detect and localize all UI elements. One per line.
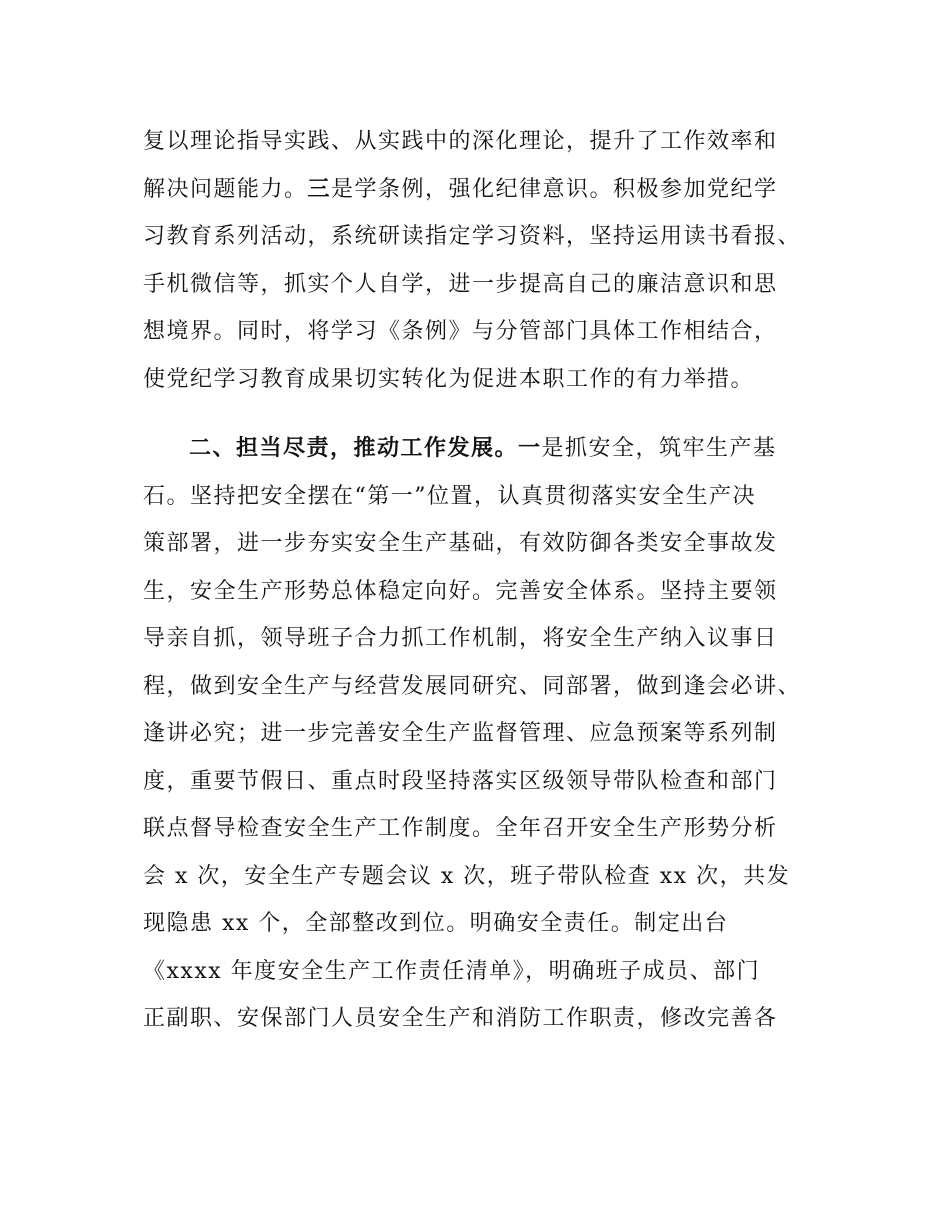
text-line: 度，重要节假日、重点时段坚持落实区级领导带队检查和部门	[143, 768, 778, 794]
document-page	[143, 118, 823, 1043]
text-line	[143, 166, 823, 214]
text-line	[143, 425, 823, 473]
text-span: 是学条例，强化纪律意识。积极参加党纪学	[331, 176, 778, 202]
text-line: 《xxxx 年度安全生产工作责任清单》，明确班子成员、部门	[143, 958, 761, 984]
paragraph-study	[143, 118, 823, 403]
text-line: 策部署，进一步夯实安全生产基础，有效防御各类安全事故发	[143, 531, 778, 556]
text-line: 联点督导检查安全生产工作制度。全年召开安全生产形势分析	[143, 816, 778, 841]
paragraph-responsibility	[143, 425, 823, 1043]
text-line: 会 x 次，安全生产专题会议 x 次，班子带队检查 xx 次，共发	[143, 863, 791, 889]
text-line: 程，做到安全生产与经营发展同研究、同部署，做到逢会必讲、	[143, 673, 802, 699]
text-line: 想境界。同时，将学习《条例》与分管部门具体工作相结合，	[143, 319, 778, 344]
text-line: 逢讲必究；进一步完善安全生产监督管理、应急预案等系列制	[143, 721, 778, 746]
paragraph-gap	[143, 403, 823, 425]
text-line: 导亲自抓，领导班子合力抓工作机制，将安全生产纳入议事日	[143, 626, 778, 651]
text-line: 正副职、安保部门人员安全生产和消防工作职责，修改完善各	[143, 1006, 778, 1031]
text-span: 是抓安全，筑牢生产基	[541, 436, 777, 461]
bold-marker: 一	[518, 435, 542, 461]
text-line: 现隐患 xx 个，全部整改到位。明确安全责任。制定出台	[143, 911, 729, 936]
text-line: 使党纪学习教育成果切实转化为促进本职工作的有力举措。	[143, 366, 755, 392]
text-line: 石。坚持把安全摆在“第一”位置，认真贯彻落实安全生产决	[143, 483, 756, 509]
section-heading: 二、担当尽责，推动工作发展。	[189, 435, 519, 461]
bold-marker: 三	[307, 175, 332, 202]
text-line: 习教育系列活动，系统研读指定学习资料，坚持运用读书看报、	[143, 224, 802, 249]
text-line: 手机微信等，抓实个人自学，进一步提高自己的廉洁意识和思	[143, 271, 778, 297]
text-line: 复以理论指导实践、从实践中的深化理论，提升了工作效率和	[143, 129, 778, 154]
text-line: 生，安全生产形势总体稳定向好。完善安全体系。坚持主要领	[143, 578, 778, 604]
text-span: 解决问题能力。	[143, 176, 308, 202]
